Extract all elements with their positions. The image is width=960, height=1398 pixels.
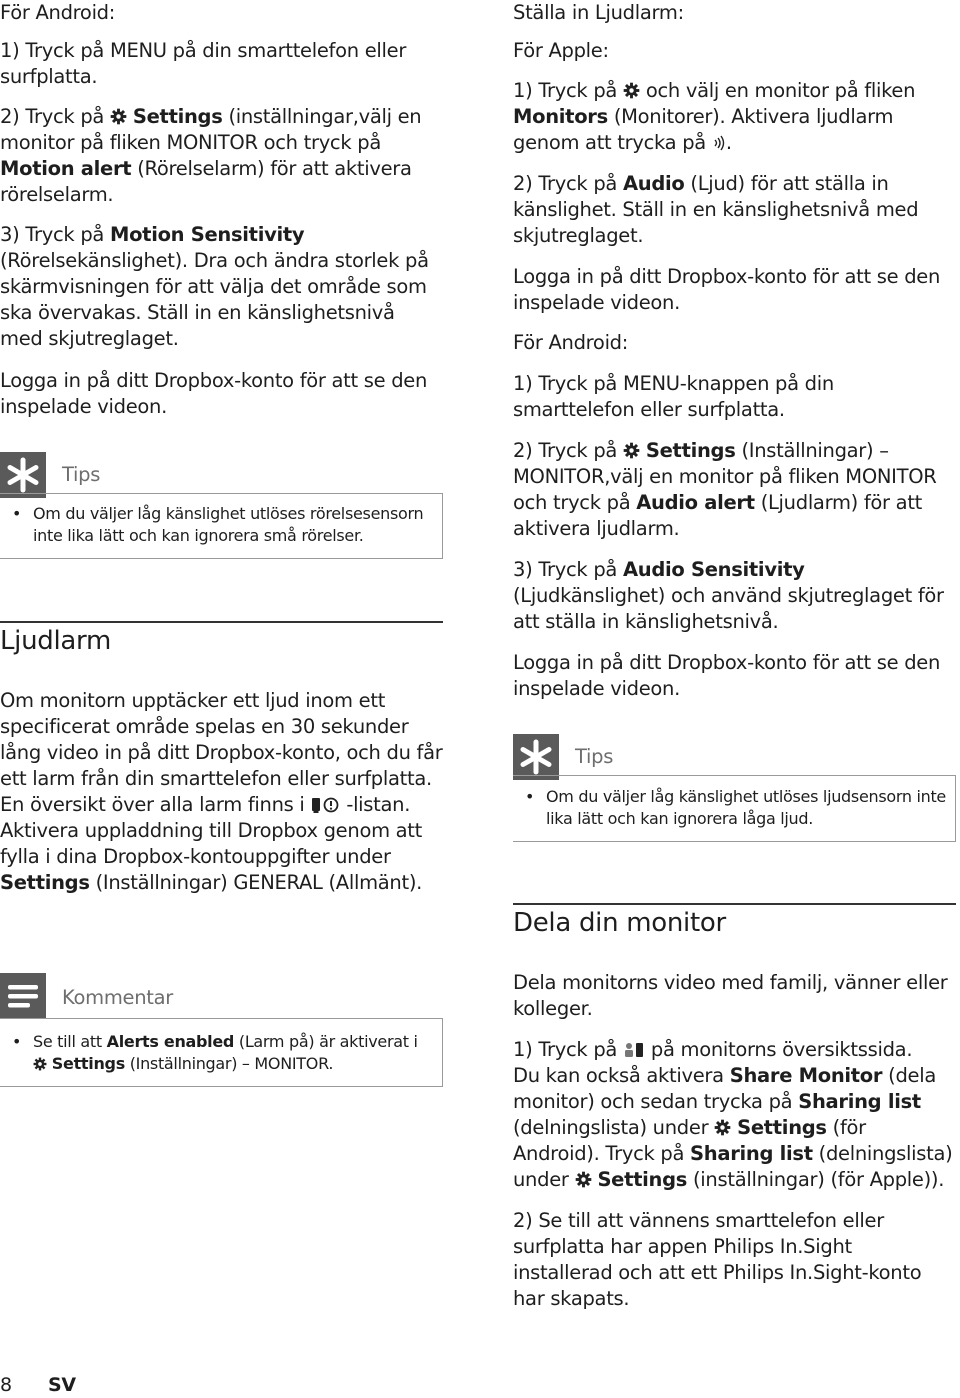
note-label: Kommentar — [62, 986, 174, 1009]
gear-icon — [110, 108, 127, 125]
dropbox-note: Logga in på ditt Dropbox-konto för att se den inspelade videon. — [0, 369, 428, 418]
tips-item-right: Om du väljer låg känslighet utlöses ljudsensorn inte lika lätt och kan ignorera låga ljud. — [546, 787, 946, 828]
gear-icon — [33, 1057, 47, 1071]
tips-frame — [0, 493, 443, 559]
sound-waves-icon — [712, 135, 726, 151]
dropbox-note-android: Logga in på ditt Dropbox-konto för att se den inspelade videon. — [513, 651, 941, 700]
bullet: • — [525, 787, 535, 806]
tips-frame-right — [513, 775, 956, 842]
heading-sound-alarm: Ställa in Ljudlarm: — [513, 1, 684, 24]
dropbox-note-apple: Logga in på ditt Dropbox-konto för att se den inspelade videon. — [513, 265, 941, 314]
android-sound-step-3: 3) Tryck på Audio Sensitivity (Ljudkänslighet) och använd skjutreglaget för att ställa in känslighetsnivå. — [513, 558, 944, 633]
android-sound-step-2: 2) Tryck på Settings (Inställningar) – MONITOR,välj en monitor på fliken MONITOR och tryck på Audio alert (Ljudlarm) för att aktivera ljudlarm. — [513, 439, 937, 540]
gear-icon — [575, 1171, 592, 1188]
page-number: 8 — [0, 1374, 12, 1396]
note-item: Se till att Alerts enabled (Larm på) är aktiverat i Settings (Inställningar) – MONITOR. — [33, 1032, 418, 1073]
share-step-1: 1) Tryck på på monitorns översiktssida. Du kan också aktivera Share Monitor (dela monitor) och sedan trycka på Sharing list (delningslista) under Settings (för Android). Tryck på Sharing list (delningslista) under Settings (inställningar) (för Apple)). — [513, 1038, 953, 1191]
bullet: • — [12, 1032, 22, 1051]
heading-android: För Android: — [0, 1, 116, 24]
section-rule-right — [513, 903, 956, 905]
heading-apple: För Apple: — [513, 39, 609, 62]
gear-icon — [714, 1119, 731, 1136]
gear-icon — [623, 442, 640, 459]
section-rule — [0, 621, 443, 623]
share-intro: Dela monitorns video med familj, vänner eller kolleger. — [513, 971, 948, 1020]
android-sound-step-1: 1) Tryck på MENU-knappen på din smarttelefon eller surfplatta. — [513, 372, 834, 421]
gear-icon — [623, 82, 640, 99]
bullet: • — [12, 504, 22, 523]
tips-star-icon — [513, 734, 559, 780]
apple-step-2: 2) Tryck på Audio (Ljud) för att ställa in känslighet. Ställ in en känslighetsnivå med skjutreglaget. — [513, 172, 919, 247]
section-title-ljudlarm: Ljudlarm — [0, 626, 112, 656]
note-frame — [0, 1018, 443, 1087]
section-title-dela: Dela din monitor — [513, 908, 726, 938]
android-step-3: 3) Tryck på Motion Sensitivity (Rörelsekänslighet). Dra och ändra storlek på skärmvisningen för att välja det område som ska övervakas. Ställ in en känslighetsnivå med skjutreglaget. — [0, 223, 429, 350]
android-step-1: 1) Tryck på MENU på din smarttelefon eller surfplatta. — [0, 39, 407, 88]
tips-item: Om du väljer låg känslighet utlöses rörelsesensorn inte lika lätt och kan ignorera små rörelser. — [33, 504, 424, 545]
share-step-2: 2) Se till att vännens smarttelefon eller surfplatta har appen Philips In.Sight installerad och att ett Philips In.Sight-konto har skapats. — [513, 1209, 922, 1310]
tips-star-icon — [0, 452, 46, 498]
tips-label: Tips — [62, 463, 101, 486]
share-people-icon — [623, 1041, 645, 1059]
heading-android-right: För Android: — [513, 331, 629, 354]
android-step-2: 2) Tryck på Settings (inställningar,välj en monitor på fliken MONITOR och tryck på Motion alert (Rörelselarm) för att aktivera rörelselarm. — [0, 105, 422, 206]
apple-step-1: 1) Tryck på och välj en monitor på fliken Monitors (Monitorer). Aktivera ljudlarm genom att trycka på . — [513, 79, 916, 154]
tips-label-right: Tips — [575, 745, 614, 768]
alarm-list-icon — [310, 796, 340, 814]
note-lines-icon — [0, 973, 46, 1019]
ljudlarm-body: Om monitorn upptäcker ett ljud inom ett specificerat område spelas en 30 sekunder lång video in på ditt Dropbox-konto, och du får ett larm från din smarttelefon eller surfplatta. En översikt över alla larm finns i -listan. Aktivera uppladdning till Dropbox genom att fylla i dina Dropbox-kontouppgifter under Settings (Inställningar) GENERAL (Allmänt). — [0, 689, 443, 894]
language-code: SV — [48, 1374, 76, 1396]
